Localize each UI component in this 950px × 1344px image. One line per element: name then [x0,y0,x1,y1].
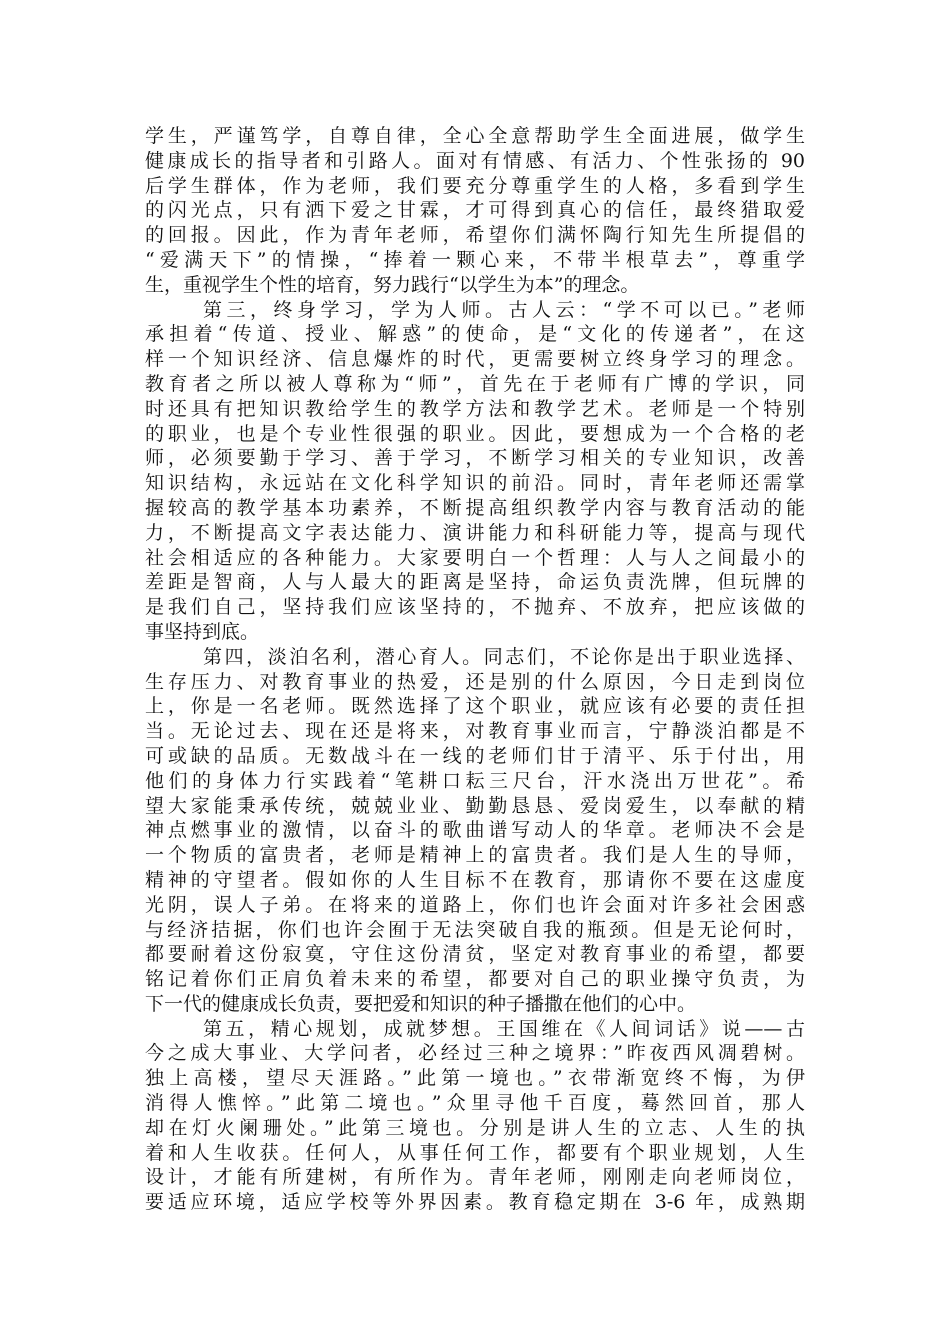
text-line: 第四，淡泊名利，潜心育人。同志们，不论你是出于职业选择、 [203,645,805,668]
text-line: 的职业，也是个专业性很强的职业。因此，要想成为一个合格的老 [145,422,805,445]
text-line: 后学生群体，作为老师，我们要充分尊重学生的人格，多看到学生 [145,174,805,197]
text-line: 教育者之所以被人尊称为“师”，首先在于老师有广博的学识，同 [145,372,805,395]
text-line: 的闪光点，只有洒下爱之甘霖，才可得到真心的信任，最终猎取爱 [145,199,805,222]
text-line: 承担着“传道、授业、解惑”的使命，是“文化的传递者”，在这 [145,323,805,346]
text-line: 是我们自己，坚持我们应该坚持的，不抛弃、不放弃，把应该做的 [145,596,805,619]
text-line: 精神的守望者。假如你的人生目标不在教育，那请你不要在这虚度 [145,868,805,891]
text-line: 社会相适应的各种能力。大家要明白一个哲理：人与人之间最小的 [145,546,805,569]
text-line: 铭记着你们正肩负着未来的希望，都要对自己的职业操守负责，为 [145,968,805,991]
text-line: 握较高的教学基本功素养，不断提高组织教学内容与教育活动的能 [145,496,805,519]
text-line: 下一代的健康成长负责，要把爱和知识的种子播撒在他们的心中。 [145,992,697,1015]
text-line: 生存压力、对教育事业的热爱，还是别的什么原因，今日走到岗位 [145,670,805,693]
text-line: 时还具有把知识教给学生的教学方法和教学艺术。老师是一个特别 [145,397,805,420]
text-line: “爱满天下”的情操，“捧着一颗心来，不带半根草去”，尊重学 [145,248,805,271]
text-line: 神点燃事业的激情，以奋斗的歌曲谱写动人的华章。老师决不会是 [145,819,805,842]
text-line: 第五，精心规划，成就梦想。王国维在《人间词话》说——古 [203,1017,805,1040]
text-line: 他们的身体力行实践着“笔耕口耘三尺台，汗水浇出万世花”。希 [145,769,805,792]
text-line: 知识结构，永远站在文化科学知识的前沿。同时，青年老师还需掌 [145,472,805,495]
text-line: 样一个知识经济、信息爆炸的时代，更需要树立终身学习的理念。 [145,348,805,371]
text-line: 独上高楼，望尽天涯路。”此第一境也。”衣带渐宽终不悔，为伊 [145,1067,805,1090]
text-line: 与经济拮据，你们也许会囿于无法突破自我的瓶颈。但是无论何时， [145,918,805,941]
text-line: 一个物质的富贵者，老师是精神上的富贵者。我们是人生的导师， [145,844,805,867]
text-line: 光阴，误人子弟。在将来的道路上，你们也许会面对许多社会困惑 [145,893,805,916]
text-line: 要适应环境，适应学校等外界因素。教育稳定期在 3-6 年，成熟期 [145,1191,805,1214]
text-line: 当。无论过去、现在还是将来，对教育事业而言，宁静淡泊都是不 [145,720,805,743]
text-line: 望大家能秉承传统，兢兢业业、勤勤恳恳、爱岗爱生，以奉献的精 [145,794,805,817]
text-line: 师，必须要勤于学习、善于学习，不断学习相关的专业知识，改善 [145,447,805,470]
text-line: 第三，终身学习，学为人师。古人云：“学不可以已。”老师 [203,298,805,321]
text-line: 健康成长的指导者和引路人。面对有情感、有活力、个性张扬的 90 [145,149,805,172]
text-line: 的回报。因此，作为青年老师，希望你们满怀陶行知先生所提倡的 [145,224,805,247]
text-line: 学生，严谨笃学，自尊自律，全心全意帮助学生全面进展，做学生 [145,125,805,147]
text-line: 事坚持到底。 [145,620,260,643]
text-line: 今之成大事业、大学问者，必经过三种之境界：”昨夜西风凋碧树。 [145,1042,805,1065]
text-line: 着和人生收获。任何人，从事任何工作，都要有个职业规划，人生 [145,1141,805,1164]
text-line: 力，不断提高文字表达能力、演讲能力和科研能力等，提高与现代 [145,521,805,544]
text-line: 都要耐着这份寂寞，守住这份清贫，坚定对教育事业的希望，都要 [145,943,805,966]
text-line: 设计，才能有所建树，有所作为。青年老师，刚刚走向老师岗位， [145,1166,805,1189]
text-line: 生，重视学生个性的培育，努力践行“以学生为本”的理念。 [145,273,640,296]
text-line: 却在灯火阑珊处。”此第三境也。分别是讲人生的立志、人生的执 [145,1116,805,1139]
text-line: 差距是智商，人与人最大的距离是坚持，命运负责洗牌，但玩牌的 [145,571,805,594]
text-line: 上，你是一名老师。既然选择了这个职业，就应该有必要的责任担 [145,695,805,718]
text-line: 消得人憔悴。”此第二境也。”众里寻他千百度，蓦然回首，那人 [145,1092,805,1115]
document-page [145,124,805,1215]
text-line: 可或缺的品质。无数战斗在一线的老师们甘于清平、乐于付出，用 [145,744,805,767]
